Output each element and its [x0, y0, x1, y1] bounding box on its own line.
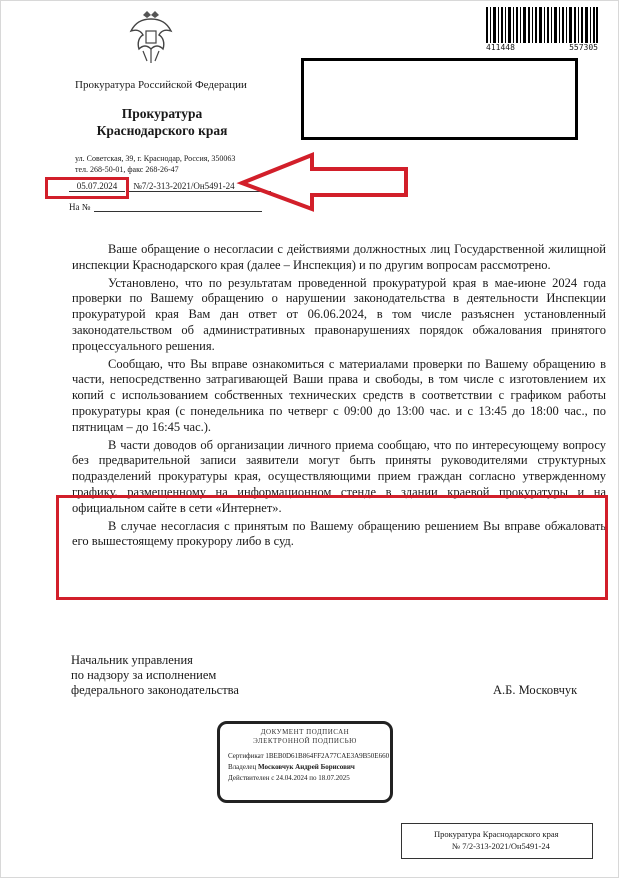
date-highlight-box	[45, 177, 129, 199]
signer-position-line1: Начальник управления	[71, 653, 193, 667]
paragraph-4: В части доводов об организации личного приема сообщаю, что по интересующему вопросу без предварительной записи заявители могут быть приняты руководителями структурных подразделений прокуратуры края, осуществляющими прием граждан согласно утвержденному графику, размещенному на информационном стенде в здании краевой прокуратуры и на официальном сайте в сети «Интернет».	[72, 437, 606, 515]
address-line1: ул. Советская, 39, г. Краснодар, Россия, 350063	[75, 154, 236, 163]
redaction-box	[301, 58, 578, 140]
address-line2: тел. 268-50-01, факс 268-26-47	[75, 165, 179, 174]
signer-position-line3: федерального законодательства	[71, 683, 239, 697]
registration-date: 05.07.2024	[69, 181, 125, 192]
esign-cert-label: Сертификат	[228, 752, 264, 760]
esign-owner-value: Московчук Андрей Борисович	[258, 763, 355, 771]
outgoing-stamp-line2: № 7/2-313-2021/Он5491-24	[452, 841, 550, 851]
esign-title-line2: ЭЛЕКТРОННОЙ ПОДПИСЬЮ	[253, 737, 357, 745]
esign-cert-row	[228, 752, 390, 761]
esign-cert-value: 1BEB0D61B864FF2A77CAE3A9B50E660	[265, 752, 390, 760]
paragraph-3: Сообщаю, что Вы вправе ознакомиться с материалами проверки по Вашему обращению в части, непосредственно затрагивающей Ваши права и свободы, в том числе с изготовлением их копий с использованием собственных технических средств в соответствии с графиком работы прокуратуры края (с понедельника по четверг с 09:00 до 13:00 час. и с 13:45 до 18:00 час., по пятницам – до 16:45 час.).	[72, 356, 606, 434]
esign-owner-row	[228, 763, 390, 772]
esign-owner-label: Владелец	[228, 763, 257, 771]
signer-position-line2: по надзору за исполнением	[71, 668, 217, 682]
reference-row	[69, 201, 262, 212]
paragraph-1: Ваше обращение о несогласии с действиями должностных лиц Государственной жилищной инспекции Краснодарского края (далее – Инспекция) и по другим вопросам рассмотрено.	[72, 242, 606, 272]
paragraph-highlight-box	[56, 495, 608, 600]
org-main-name	[87, 105, 237, 139]
reference-label: На №	[69, 202, 91, 212]
org-main-line1: Прокуратура	[121, 106, 203, 121]
russian-coat-of-arms-icon	[129, 9, 173, 65]
esign-valid-label: Действителен	[228, 774, 270, 782]
esign-title-line1: ДОКУМЕНТ ПОДПИСАН	[260, 728, 350, 736]
outgoing-stamp	[401, 823, 593, 859]
outgoing-stamp-line1: Прокуратура Краснодарского края	[434, 829, 559, 839]
electronic-signature-stamp	[217, 721, 393, 803]
signer-name: А.Б. Московчук	[493, 683, 578, 697]
org-main-line2: Краснодарского края	[96, 123, 228, 138]
org-address	[75, 153, 235, 175]
barcode-numbers	[486, 43, 598, 52]
barcode	[486, 7, 598, 43]
esign-valid-row	[228, 774, 390, 783]
reference-line	[94, 201, 262, 212]
registration-number: №7/2-313-2021/Он5491-24	[127, 181, 271, 192]
paragraph-5: В случае несогласия с принятым по Вашему обращению решением Вы вправе обжаловать его вышестоящему прокурору либо в суд.	[72, 518, 606, 549]
barcode-right-number: 557305	[569, 43, 598, 52]
barcode-left-number: 411448	[486, 43, 515, 52]
paragraph-2: Установлено, что по результатам проведенной прокуратурой края в мае-июне 2024 года проверки по Вашему обращению о нарушении законодательства в деятельности Инспекции прокуратурой края Вам дан ответ от 06.06.2024, в том числе разъяснен установленный законодательством об административных правонарушениях порядок обжалования принятого процессуального решения.	[72, 275, 606, 353]
org-top-name: Прокуратура Российской Федерации	[75, 79, 247, 91]
esign-valid-value: с 24.04.2024 по 18.07.2025	[271, 774, 350, 782]
signer-position	[71, 653, 239, 698]
